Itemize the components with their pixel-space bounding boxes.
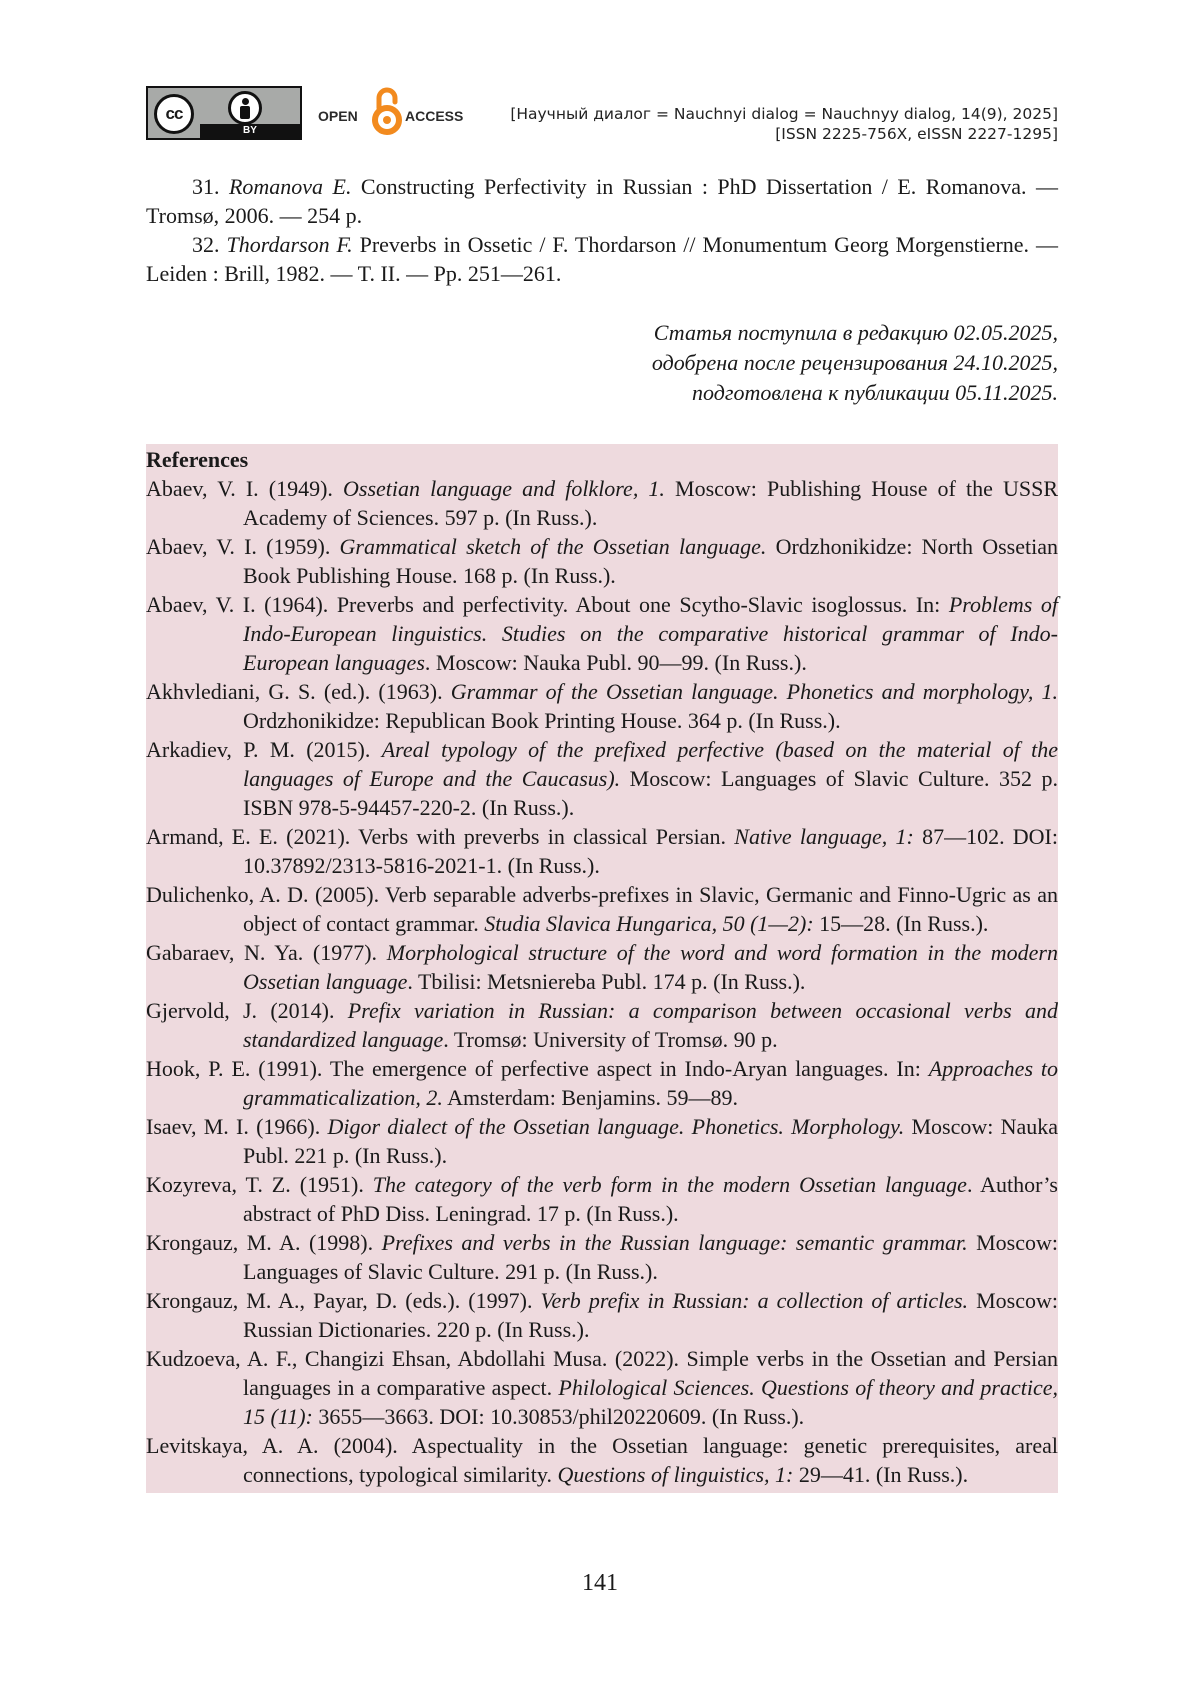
reference-title-segment: The category of the verb form in the modern Ossetian language [372,1172,967,1197]
reference-text-segment: Amsterdam: Benjamins. 59—89. [442,1085,738,1110]
bibliography-item [146,230,1058,288]
open-access-lock-icon [370,86,404,136]
reference-entry [146,1170,1058,1228]
by-label: BY [200,124,300,138]
reference-text-segment: Armand, E. E. (2021). Verbs with preverbs in classical Persian. [146,824,735,849]
reference-text-segment: . Moscow: Nauka Publ. 90—99. (In Russ.). [424,650,807,675]
reference-title-segment: Philological Sciences. Questions of theory and practice, 15 (11): [243,1375,1058,1429]
reference-entry [146,1344,1058,1431]
reference-text-segment: Krongauz, M. A. (1998). [146,1230,382,1255]
reference-entry [146,1431,1058,1489]
reference-title-segment: Studia Slavica Hungarica, 50 (1—2): [484,911,814,936]
reference-text-segment: Krongauz, M. A., Payar, D. (eds.). (1997). [146,1288,541,1313]
creative-commons-icon: cc [154,94,194,134]
reference-title-segment: Digor dialect of the Ossetian language. Phonetics. Morphology. [327,1114,905,1139]
reference-title-segment: Prefix variation in Russian: a comparison between occasional verbs and standardized language [243,998,1058,1052]
reference-text-segment: Arkadiev, P. M. (2015). [146,737,382,762]
reference-title-segment: Approaches to grammaticalization, 2. [243,1056,1058,1110]
reference-entry [146,532,1058,590]
reference-title-segment: Morphological structure of the word and word formation in the modern Ossetian language [243,940,1058,994]
article-dates [146,318,1058,408]
reference-text-segment: Moscow: Languages of Slavic Culture. 291 p. (In Russ.). [243,1230,1058,1284]
reference-text-segment: 3655—3663. DOI: 10.30853/phil20220609. (In Russ.). [312,1404,805,1429]
reference-title-segment: Grammatical sketch of the Ossetian language. [339,534,767,559]
attribution-person-icon [228,91,262,125]
cc-by-license-badge [146,86,302,140]
reference-text-segment: 15—28. (In Russ.). [813,911,989,936]
reference-title-segment: Prefixes and verbs in the Russian language: semantic grammar. [381,1230,968,1255]
reference-text-segment: Abaev, V. I. (1949). [146,476,344,501]
reference-text-segment: Akhvlediani, G. S. (ed.). (1963). [146,679,451,704]
bibliography-number: 31. [192,174,220,199]
reference-text-segment: Ordzhonikidze: North Ossetian Book Publishing House. 168 p. (In Russ.). [243,534,1058,588]
reference-entry [146,938,1058,996]
reference-text-segment: Moscow: Languages of Slavic Culture. 352 p. ISBN 978-5-94457-220-2. (In Russ.). [243,766,1058,820]
reference-title-segment: Areal typology of the prefixed perfective (based on the material of the languages of Europe and the Caucasus). [243,737,1059,791]
reference-text-segment: 87—102. DOI: 10.37892/2313-5816-2021-1. (In Russ.). [243,824,1058,878]
reference-entry [146,1228,1058,1286]
page-number: 141 [582,1570,618,1596]
bibliography-item [146,172,1058,230]
bibliography-text: Constructing Perfectivity in Russian : PhD Dissertation / E. Romanova. — Tromsø, 2006. — 254 p. [146,174,1059,228]
references-heading: References [146,447,249,472]
reference-text-segment: Hook, P. E. (1991). The emergence of perfective aspect in Indo-Aryan languages. In: [146,1056,929,1081]
reference-text-segment: Dulichenko, A. D. (2005). Verb separable adverbs-prefixes in Slavic, Germanic and Finno-Ugric as an object of contact grammar. [146,882,1058,936]
reference-entry [146,1112,1058,1170]
journal-citation [510,104,1058,144]
reference-entry [146,677,1058,735]
reference-entry [146,996,1058,1054]
journal-issn-line: [ISSN 2225-756X, eISSN 2227-1295] [775,125,1058,143]
reference-title-segment: Questions of linguistics, 1: [557,1462,794,1487]
bibliography-text: Preverbs in Ossetic / F. Thordarson // Monumentum Georg Morgenstierne. — Leiden : Brill, 1982. — T. II. — Pp. 251—261. [146,232,1059,286]
open-access-logo [318,86,468,142]
reference-text-segment: . Author’s abstract of PhD Diss. Leningrad. 17 p. (In Russ.). [243,1172,1058,1226]
approved-date-line: одобрена после рецензирования 24.10.2025, [651,350,1058,375]
reference-text-segment: Abaev, V. I. (1964). Preverbs and perfectivity. About one Scytho-Slavic isoglossus. In: [146,592,949,617]
reference-entry [146,880,1058,938]
reference-entry [146,822,1058,880]
reference-text-segment: Isaev, M. I. (1966). [146,1114,328,1139]
reference-text-segment: Kozyreva, T. Z. (1951). [146,1172,373,1197]
page-header [146,86,1058,142]
reference-text-segment: . Tbilisi: Metsniereba Publ. 174 p. (In Russ.). [407,969,806,994]
journal-title-line: [Научный диалог = Nauchnyi dialog = Nauchnyy dialog, 14(9), 2025] [510,105,1058,123]
received-date-line: Статья поступила в редакцию 02.05.2025, [653,320,1058,345]
reference-text-segment: Kudzoeva, A. F., Changizi Ehsan, Abdollahi Musa. (2022). Simple verbs in the Ossetian and Persian languages in a comparative aspect. [146,1346,1058,1400]
page-content [146,172,1058,1493]
reference-title-segment: Grammar of the Ossetian language. Phonetics and morphology, 1. [450,679,1058,704]
reference-title-segment: Problems of Indo-European linguistics. Studies on the comparative historical grammar of Indo-European languages [243,592,1059,675]
reference-text-segment: 29—41. (In Russ.). [793,1462,969,1487]
bibliography-author: Thordarson F. [226,232,353,257]
references-list [146,474,1058,1489]
open-access-open-text: OPEN [318,108,358,124]
reference-text-segment: Moscow: Publishing House of the USSR Academy of Sciences. 597 p. (In Russ.). [243,476,1058,530]
reference-entry [146,590,1058,677]
reference-text-segment: . Tromsø: University of Tromsø. 90 p. [443,1027,778,1052]
references-section [146,444,1058,1493]
bibliography-author: Romanova E. [228,174,352,199]
reference-title-segment: Native language, 1: [734,824,914,849]
reference-title-segment: Verb prefix in Russian: a collection of articles. [540,1288,969,1313]
open-access-access-text: ACCESS [405,108,464,124]
reference-text-segment: Levitskaya, A. A. (2004). Aspectuality in the Ossetian language: genetic prerequisites, areal connections, typological similarity. [146,1433,1058,1487]
reference-text-segment: Gabaraev, N. Ya. (1977). [146,940,387,965]
prepared-date-line: подготовлена к публикации 05.11.2025. [692,380,1058,405]
reference-text-segment: Moscow: Russian Dictionaries. 220 p. (In Russ.). [243,1288,1058,1342]
bibliography-number: 32. [192,232,220,257]
reference-text-segment: Ordzhonikidze: Republican Book Printing House. 364 p. (In Russ.). [243,708,841,733]
reference-entry [146,735,1058,822]
reference-entry [146,1054,1058,1112]
reference-text-segment: Gjervold, J. (2014). [146,998,348,1023]
reference-title-segment: Ossetian language and folklore, 1. [343,476,665,501]
reference-text-segment: Abaev, V. I. (1959). [146,534,340,559]
reference-entry [146,474,1058,532]
reference-entry [146,1286,1058,1344]
reference-text-segment: Moscow: Nauka Publ. 221 p. (In Russ.). [243,1114,1058,1168]
